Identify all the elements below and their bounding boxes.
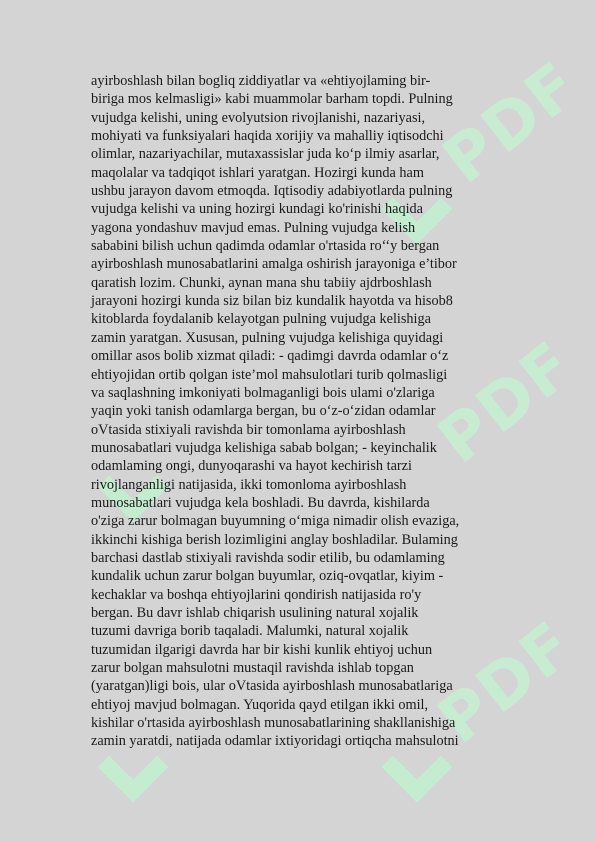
text-line: kechaklar va boshqa ehtiyojlarini qondirish natijasida ro'y xyxy=(91,586,422,603)
text-line: yaqin yoki tanish odamlarga bergan, bu o‘z-o‘zidan odamlar xyxy=(91,403,436,420)
text-line: vujudga kelishi va uning hozirgi kundagi ko'rinishi haqida xyxy=(91,201,423,218)
text-line: tuzumidan ilgarigi davrda har bir kishi kunlik ehtiyoj uchun xyxy=(91,641,433,658)
text-line: barchasi dastlab stixiyali ravishda sodir etilib, bu odamlaming xyxy=(91,549,445,566)
text-line: olimlar, nazariyachilar, mutaxassislar juda ko‘p ilmiy asarlar, xyxy=(91,146,440,163)
text-line: ushbu jarayon davom etmoqda. Iqtisodiy adabiyotlarda pulning xyxy=(91,183,453,200)
text-line: ayirboshlash munosabatlarini amalga oshirish jarayoniga e’tibor xyxy=(91,256,457,273)
text-line: va saqlashning imkoniyati bolmaganligi bois ulami o'zlariga xyxy=(91,384,435,401)
text-line: sababini bilish uchun qadimda odamlar o'rtasida ro‘‘y bergan xyxy=(91,238,440,255)
text-line: munosabatlari vujudga kela boshladi. Bu davrda, kishilarda xyxy=(91,494,430,511)
text-line: bergan. Bu davr ishlab chiqarish usulining natural xojalik xyxy=(91,604,419,621)
text-line: mohiyati va funksiyalari haqida xorijiy va mahalliy iqtisodchi xyxy=(91,128,444,145)
text-line: kundalik uchun zarur bolgan buyumlar, oziq-ovqatlar, kiyim - xyxy=(91,568,444,585)
text-line: maqolalar va tadqiqot ishlari yaratgan. Hozirgi kunda ham xyxy=(91,164,424,181)
text-line: tuzumi davriga borib taqaladi. Malumki, natural xojalik xyxy=(91,623,409,640)
text-line: qaratish lozim. Chunki, aynan mana shu tabiiy ajdrboshlash xyxy=(91,274,432,291)
text-line: o'ziga zarur bolmagan buyumning o‘miga nimadir olish evaziga, xyxy=(91,513,460,530)
text-line: rivojlanganligi natijasida, ikki tomonloma ayirboshlash xyxy=(91,476,407,493)
text-line: odamlaming ongi, dunyoqarashi va hayot kechirish tarzi xyxy=(91,458,412,475)
text-line: ayirboshlash bilan bogliq ziddiyatlar va «ehtiyojlaming bir- xyxy=(91,73,431,89)
text-line: vujudga kelishi, uning evolyutsion rivojlanishi, nazariyasi, xyxy=(91,109,426,126)
text-line: zamin yaratgan. Xususan, pulning vujudga kelishiga quyidagi xyxy=(91,329,444,346)
text-line: oVtasida stixiyali ravishda bir tomonlama ayirboshlash xyxy=(91,421,406,438)
watermark-bottom-right: PDF xyxy=(425,607,589,759)
text-line: ikkinchi kishiga berish lozimligini anglay boshladilar. Bulaming xyxy=(91,531,458,548)
text-line: kishilar o'rtasida ayirboshlash munosabatlarining shakllanishiga xyxy=(91,715,456,732)
text-line: kitoblarda foydalanib kelayotgan pulning vujudga kelishiga xyxy=(91,311,431,328)
text-line: biriga mos kelmasligi» kabi muammolar barham topdi. Pulning xyxy=(91,91,453,108)
document-body xyxy=(91,72,511,751)
text-line: zarur bolgan mahsulotni mustaqil ravishda ishlab topgan xyxy=(91,660,414,676)
text-line: yagona yondashuv mavjud emas. Pulning vujudga kelish xyxy=(91,219,416,236)
text-line: (yaratgan)ligi bois, ular oVtasida ayirboshlash munosabatlariga xyxy=(91,678,453,695)
text-line: munosabatlari vujudga kelishiga sabab bolgan; - keyinchalik xyxy=(91,439,437,456)
text-line: ehtiyoj mavjud bolmagan. Yuqorida qayd etilgan ikki omil, xyxy=(91,696,429,713)
text-line: ehtiyojidan ortib qolgan iste’mol mahsulotlari turib qolmasligi xyxy=(91,366,448,383)
text-line: omillar asos bolib xizmat qiladi: - qadimgi davrda odamlar o‘z xyxy=(91,348,449,365)
watermark-top-right: PDF xyxy=(430,47,594,199)
watermark-middle-right: PDF xyxy=(425,327,589,479)
text-line: zamin yaratdi, natijada odamlar ixtiyoridagi ortiqcha mahsulotni xyxy=(91,733,459,750)
text-line: jarayoni hozirgi kunda siz bilan biz kundalik hayotda va hisob8 xyxy=(91,293,453,310)
